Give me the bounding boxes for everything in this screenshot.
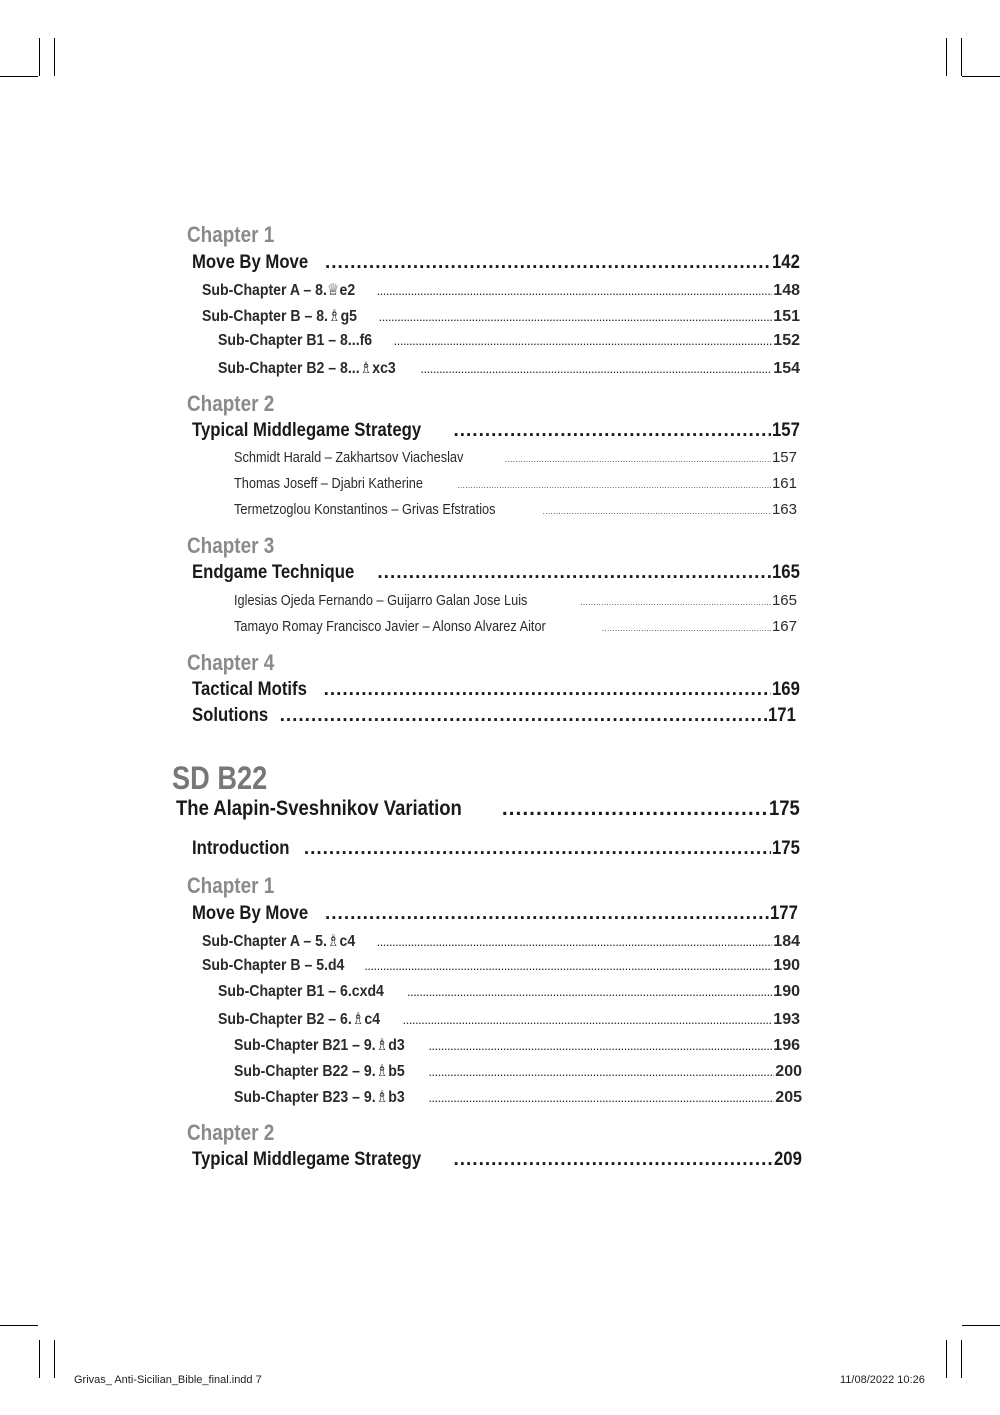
toc-game-entry[interactable] bbox=[234, 475, 797, 492]
toc-entry-label: Sub-Chapter A – 8.♕e2 bbox=[202, 282, 356, 299]
toc-entry-page: 169 bbox=[772, 679, 801, 700]
dot-leader bbox=[408, 988, 773, 998]
toc-entry-page: 184 bbox=[773, 933, 800, 950]
dot-leader bbox=[505, 455, 771, 464]
dot-leader bbox=[403, 1016, 772, 1026]
toc-entry-page: 190 bbox=[773, 957, 800, 974]
toc-entry-page: 196 bbox=[773, 1037, 800, 1054]
toc-entry-label: Typical Middlegame Strategy bbox=[192, 420, 422, 441]
toc-entry-page: 151 bbox=[773, 308, 800, 325]
toc-entry-label: Iglesias Ojeda Fernando – Guijarro Galan Jose Luis bbox=[234, 592, 528, 609]
dot-leader bbox=[304, 838, 771, 860]
dot-leader bbox=[377, 287, 772, 297]
dot-leader bbox=[580, 598, 771, 607]
crop-mark bbox=[946, 38, 947, 76]
dot-leader bbox=[325, 252, 771, 274]
section-title-entry[interactable] bbox=[176, 797, 804, 821]
toc-entry-label: Sub-Chapter B2 – 8...♗xc3 bbox=[218, 360, 396, 377]
dot-leader bbox=[453, 1149, 773, 1171]
chapter-heading: Chapter 3 bbox=[187, 533, 275, 558]
toc-entry-label: Tamayo Romay Francisco Javier – Alonso Alvarez Aitor bbox=[234, 618, 546, 635]
toc-entry-page: 200 bbox=[775, 1063, 802, 1080]
crop-mark bbox=[54, 38, 55, 76]
toc-entry[interactable] bbox=[192, 679, 804, 701]
toc-entry-label: Introduction bbox=[192, 838, 290, 859]
toc-entry[interactable] bbox=[202, 280, 800, 300]
toc-entry-label: Termetzoglou Konstantinos – Grivas Efstratios bbox=[234, 501, 496, 518]
chapter-heading: Chapter 1 bbox=[187, 873, 275, 898]
toc-entry[interactable] bbox=[192, 252, 804, 274]
crop-mark bbox=[0, 1325, 38, 1326]
toc-entry[interactable] bbox=[218, 983, 800, 1001]
dot-leader bbox=[365, 962, 772, 972]
toc-entry-page: 154 bbox=[773, 360, 800, 377]
toc-entry[interactable] bbox=[218, 1009, 800, 1029]
section-code: SD B22 bbox=[172, 760, 268, 796]
toc-entry[interactable] bbox=[234, 1035, 800, 1055]
toc-entry[interactable] bbox=[192, 903, 802, 925]
toc-entry-label: Sub-Chapter B22 – 9.♗b5 bbox=[234, 1063, 405, 1080]
toc-entry[interactable] bbox=[202, 931, 800, 951]
toc-entry-page: 157 bbox=[771, 449, 797, 466]
toc-entry-page: 171 bbox=[768, 705, 797, 726]
toc-entry[interactable] bbox=[218, 358, 800, 378]
dot-leader bbox=[379, 313, 772, 323]
crop-mark bbox=[961, 38, 962, 76]
toc-entry-page: 157 bbox=[772, 420, 801, 441]
toc-entry[interactable] bbox=[192, 705, 800, 727]
toc-entry[interactable] bbox=[218, 332, 800, 350]
toc-entry-label: Sub-Chapter B1 – 6.cxd4 bbox=[218, 983, 384, 1000]
toc-entry-page: 152 bbox=[773, 332, 800, 349]
toc-entry[interactable] bbox=[234, 1087, 802, 1107]
crop-mark bbox=[39, 38, 40, 76]
dot-leader bbox=[429, 1094, 774, 1104]
toc-entry-page: 177 bbox=[770, 903, 799, 924]
dot-leader bbox=[324, 679, 772, 701]
toc-entry[interactable] bbox=[202, 306, 800, 326]
toc-entry-label: Thomas Joseff – Djabri Katherine bbox=[234, 475, 423, 492]
crop-mark bbox=[946, 1340, 947, 1378]
toc-entry-label: Sub-Chapter B – 5.d4 bbox=[202, 957, 345, 974]
dot-leader bbox=[377, 562, 771, 584]
dot-leader bbox=[453, 420, 771, 442]
toc-game-entry[interactable] bbox=[234, 618, 797, 635]
toc-entry[interactable] bbox=[192, 838, 804, 860]
dot-leader bbox=[502, 797, 768, 821]
toc-entry-page: 161 bbox=[771, 475, 797, 492]
chapter-heading: Chapter 2 bbox=[187, 391, 275, 416]
toc-entry-page: 165 bbox=[772, 562, 801, 583]
toc-entry-page: 163 bbox=[771, 501, 797, 518]
toc-entry-label: Move By Move bbox=[192, 252, 309, 273]
toc-entry[interactable] bbox=[202, 957, 800, 975]
toc-entry-label: The Alapin-Sveshnikov Variation bbox=[176, 797, 462, 820]
toc-entry-label: Sub-Chapter A – 5.♗c4 bbox=[202, 933, 356, 950]
dot-leader bbox=[325, 903, 769, 925]
crop-mark bbox=[962, 1325, 1000, 1326]
dot-leader bbox=[421, 365, 772, 375]
chapter-heading: Chapter 4 bbox=[187, 650, 275, 675]
toc-entry[interactable] bbox=[192, 1149, 806, 1171]
toc-game-entry[interactable] bbox=[234, 449, 797, 466]
toc-entry-page: 167 bbox=[771, 618, 797, 635]
toc-entry-page: 148 bbox=[773, 282, 800, 299]
toc-entry-label: Sub-Chapter B23 – 9.♗b3 bbox=[234, 1089, 405, 1106]
toc-entry-page: 165 bbox=[771, 592, 797, 609]
dot-leader bbox=[280, 705, 768, 727]
toc-entry-label: Sub-Chapter B21 – 9.♗d3 bbox=[234, 1037, 405, 1054]
dot-leader bbox=[394, 337, 772, 347]
toc-entry-label: Schmidt Harald – Zakhartsov Viacheslav bbox=[234, 449, 464, 466]
toc-entry-page: 142 bbox=[772, 252, 801, 273]
toc-entry-label: Endgame Technique bbox=[192, 562, 355, 583]
crop-mark bbox=[54, 1340, 55, 1378]
dot-leader bbox=[377, 938, 772, 948]
toc-entry-label: Move By Move bbox=[192, 903, 309, 924]
footer-timestamp: 11/08/2022 10:26 bbox=[840, 1374, 925, 1386]
dot-leader bbox=[543, 507, 771, 516]
chapter-heading: Chapter 2 bbox=[187, 1120, 275, 1145]
toc-entry-page: 205 bbox=[775, 1089, 802, 1106]
toc-entry-page: 175 bbox=[772, 838, 801, 859]
toc-entry-label: Sub-Chapter B1 – 8...f6 bbox=[218, 332, 373, 349]
toc-entry-label: Sub-Chapter B2 – 6.♗c4 bbox=[218, 1011, 381, 1028]
toc-entry-label: Solutions bbox=[192, 705, 269, 726]
toc-entry-label: Sub-Chapter B – 8.♗g5 bbox=[202, 308, 358, 325]
dot-leader bbox=[457, 481, 771, 490]
toc-entry-page: 193 bbox=[773, 1011, 800, 1028]
crop-mark bbox=[39, 1340, 40, 1378]
dot-leader bbox=[429, 1068, 774, 1078]
dot-leader bbox=[602, 624, 771, 633]
crop-mark bbox=[962, 76, 1000, 77]
toc-game-entry[interactable] bbox=[234, 592, 797, 609]
dot-leader bbox=[429, 1042, 772, 1052]
crop-mark bbox=[961, 1340, 962, 1378]
crop-mark bbox=[0, 76, 38, 77]
toc-entry-label: Typical Middlegame Strategy bbox=[192, 1149, 422, 1170]
toc-entry[interactable] bbox=[192, 420, 804, 442]
toc-entry[interactable] bbox=[192, 562, 804, 584]
toc-entry-page: 209 bbox=[774, 1149, 803, 1170]
footer-filename: Grivas_ Anti-Sicilian_Bible_final.indd 7 bbox=[74, 1374, 262, 1386]
toc-entry-page: 175 bbox=[768, 797, 800, 820]
chapter-heading: Chapter 1 bbox=[187, 222, 275, 247]
toc-game-entry[interactable] bbox=[234, 501, 797, 518]
toc-entry[interactable] bbox=[234, 1061, 802, 1081]
toc-entry-label: Tactical Motifs bbox=[192, 679, 307, 700]
toc-entry-page: 190 bbox=[773, 983, 800, 1000]
